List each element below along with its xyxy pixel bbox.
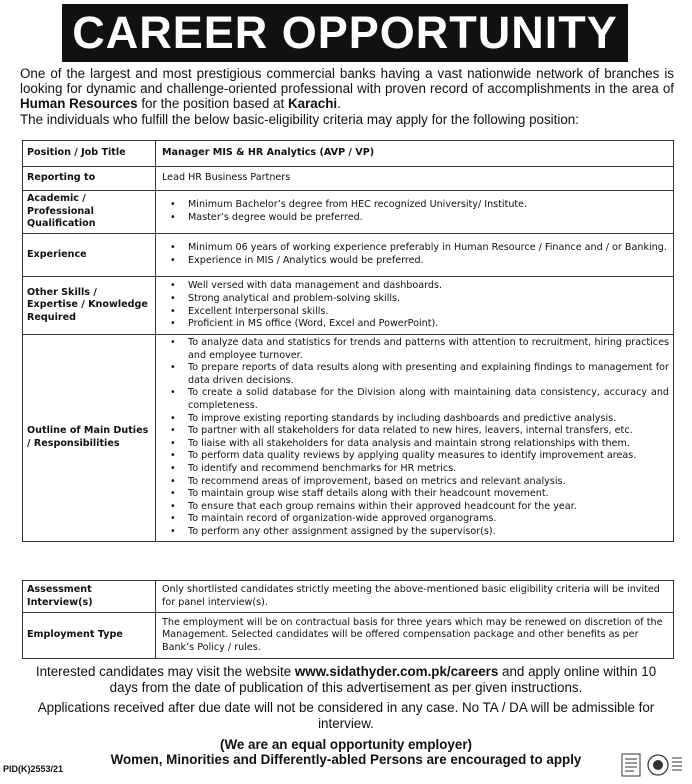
employment-value: The employment will be on contractual basis for three years which may be renewed on discretion of the Management. Selected candidates will be offered compensation package and other benefits as per Bank’s Policy / rules. [156, 613, 674, 659]
list-item: • To improve existing reporting standards by including dashboards and predictive analysis. [162, 413, 669, 426]
equal-opportunity-note: (We are an equal opportunity employer) [220, 737, 472, 752]
terms-table [22, 580, 674, 659]
list-item: • To create a solid database for the Division along with maintaining data consistency, accuracy and completeness. [162, 387, 669, 412]
list-item: • Excellent Interpersonal skills. [162, 306, 667, 319]
table-row [23, 141, 674, 167]
experience-cell [156, 234, 674, 277]
list-item: • Minimum Bachelor’s degree from HEC recognized University/ Institute. [162, 199, 667, 212]
row-label: Employment Type [23, 613, 156, 659]
academic-cell [156, 191, 674, 234]
list-item: • Strong analytical and problem-solving skills. [162, 293, 667, 306]
row-label: Experience [23, 234, 156, 277]
row-label: Other Skills / Expertise / Knowledge Required [23, 277, 156, 335]
list-item: • To analyze data and statistics for trends and patterns with attention to recruitment, hiring practices and employee turnover. [162, 337, 669, 362]
table-row [23, 581, 674, 613]
apply-text-2: and apply online within 10 days from the date of publication of this advertisement as per given instructions. [109, 664, 657, 695]
assessment-value: Only shortlisted candidates strictly meeting the above-mentioned basic eligibility criteria will be invited for panel interview(s). [156, 581, 674, 613]
table-row [23, 234, 674, 277]
list-item: • To recommend areas of improvement, based on metrics and relevant analysis. [162, 476, 669, 489]
apply-instructions [20, 664, 672, 696]
job-details-table [22, 140, 674, 542]
list-item: • Proficient in MS office (Word, Excel and PowerPoint). [162, 318, 667, 331]
skills-cell [156, 277, 674, 335]
intro-text-2: for the position based at [137, 96, 288, 112]
list-item: • Experience in MIS / Analytics would be preferred. [162, 255, 667, 268]
reporting-value: Lead HR Business Partners [156, 167, 674, 191]
row-label: Academic / Professional Qualification [23, 191, 156, 234]
list-item: • To identify and recommend benchmarks for HR metrics. [162, 463, 669, 476]
table-row [23, 191, 674, 234]
intro-department: Human Resources [20, 96, 138, 112]
list-item: • To maintain record of organization-wide approved organograms. [162, 513, 669, 526]
late-applications-note: Applications received after due date will not be considered in any case. No TA / DA will be admissible for interview. [37, 700, 655, 731]
row-label: Assessment Interview(s) [23, 581, 156, 613]
experience-list [162, 242, 667, 267]
list-item: • Master’s degree would be preferred. [162, 212, 667, 225]
table-row [23, 613, 674, 659]
intro-city: Karachi [287, 96, 338, 112]
list-item: • To ensure that each group remains within their approved headcount for the year. [162, 501, 669, 514]
intro-section [20, 66, 674, 127]
page-title: CAREER OPPORTUNITY [62, 4, 628, 62]
list-item: • To liaise with all stakeholders for data analysis and maintain strong relationships with them. [162, 438, 669, 451]
publication-id: PID(K)2553/21 [3, 764, 64, 774]
intro-criteria: The individuals who fulfill the below basic-eligibility criteria may apply for the following position: [20, 111, 579, 127]
encouragement-note: Women, Minorities and Differently-abled Persons are encouraged to apply [110, 752, 582, 767]
intro-text-3: . [337, 96, 341, 112]
list-item: • To partner with all stakeholders for data related to new hires, leavers, internal transfers, etc. [162, 425, 669, 438]
list-item: • Minimum 06 years of working experience preferably in Human Resource / Finance and / or Banking. [162, 242, 667, 255]
table-row [23, 335, 674, 542]
skills-list [162, 280, 667, 330]
table-row [23, 277, 674, 335]
row-label: Outline of Main Duties / Responsibilities [23, 335, 156, 542]
table-row [23, 167, 674, 191]
list-item: • To perform data quality reviews by applying quality measures to identify improvement areas. [162, 450, 669, 463]
intro-text: One of the largest and most prestigious commercial banks having a vast nationwide network of branches is looking for dynamic and challenge-oriented professional with proven record of accomplishments in the area of [20, 66, 674, 97]
list-item: • Well versed with data management and dashboards. [162, 280, 667, 293]
intro-paragraph [20, 66, 674, 112]
list-item: • To maintain group wise staff details along with their headcount movement. [162, 488, 669, 501]
academic-list [162, 199, 667, 224]
publisher-logo-icon [618, 750, 686, 780]
row-label: Position / Job Title [23, 141, 156, 167]
careers-link[interactable]: www.sidathyder.com.pk/careers [294, 664, 499, 679]
apply-text: Interested candidates may visit the website [35, 664, 295, 679]
duties-cell [156, 335, 674, 542]
list-item: • To prepare reports of data results along with presenting and explaining findings to management for data driven decisions. [162, 362, 669, 387]
position-value: Manager MIS & HR Analytics (AVP / VP) [156, 141, 674, 167]
duties-list [162, 337, 669, 539]
list-item: • To perform any other assignment assigned by the supervisor(s). [162, 526, 669, 539]
row-label: Reporting to [23, 167, 156, 191]
